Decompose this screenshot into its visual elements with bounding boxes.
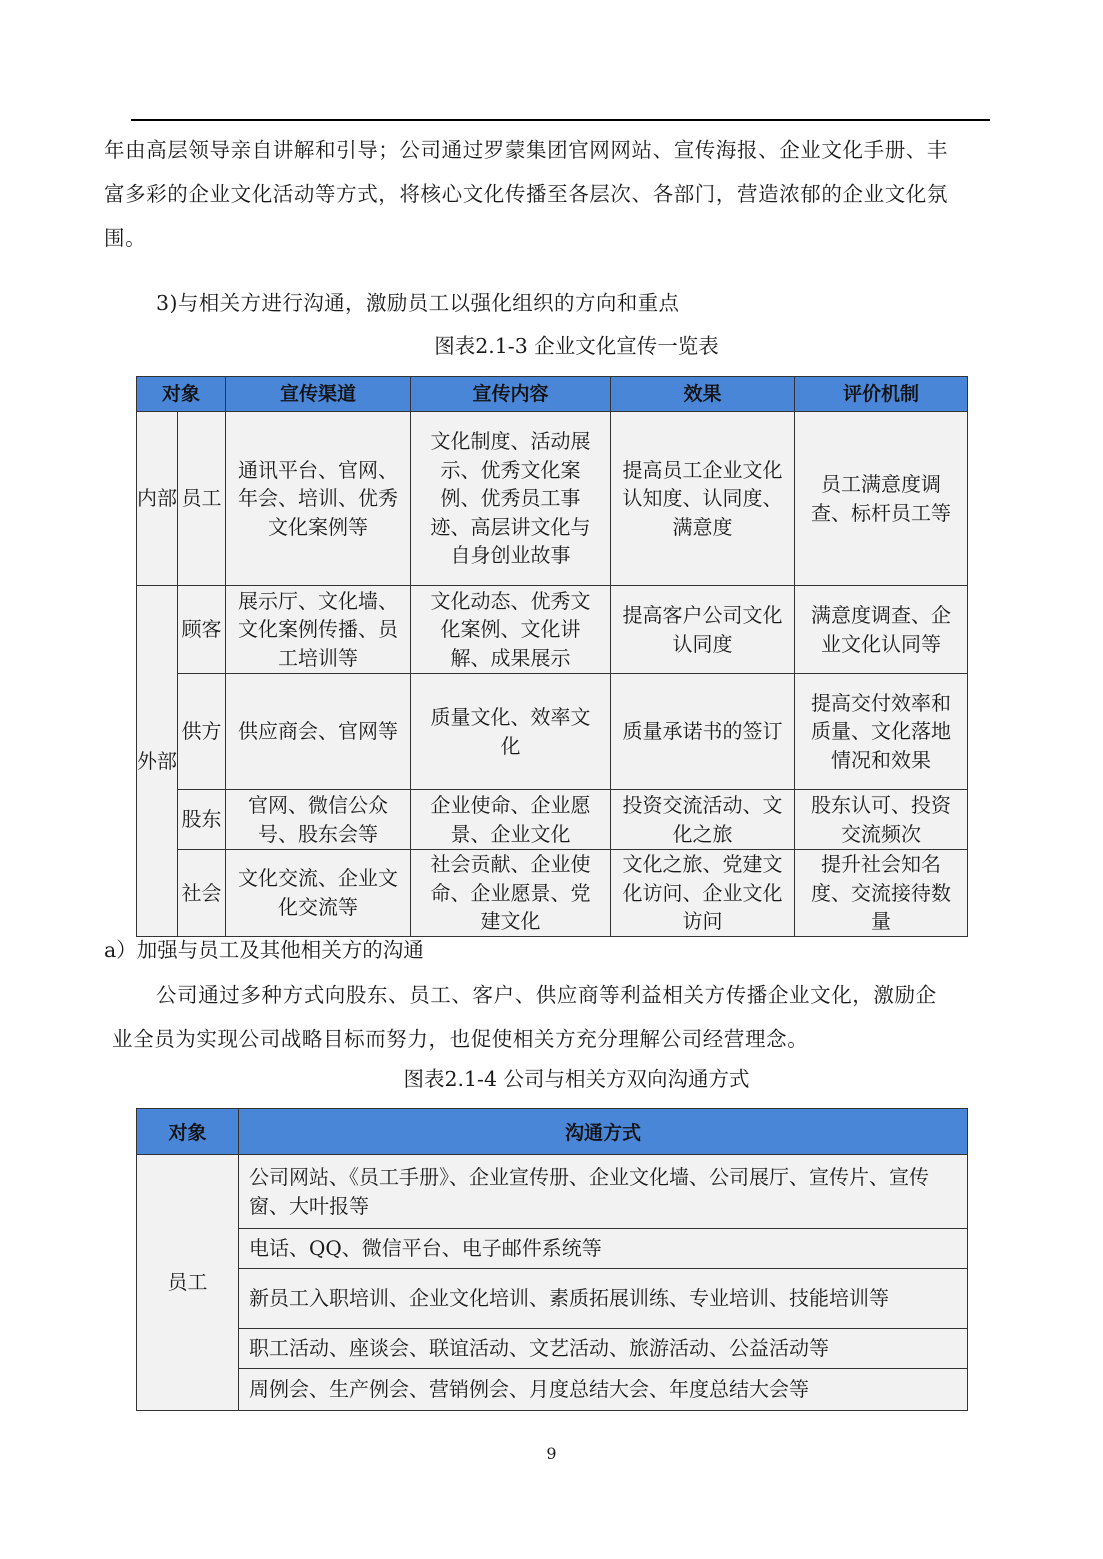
table-row (137, 1369, 968, 1411)
method-cell: 新员工入职培训、企业文化培训、素质拓展训练、专业培训、技能培训等 (239, 1269, 968, 1329)
table1-caption: 图表2.1-3 企业文化宣传一览表 (434, 334, 719, 358)
table-row (137, 1155, 968, 1229)
row-channel: 文化交流、企业文化交流等 (226, 850, 411, 937)
table-row (137, 586, 968, 674)
method-cell: 周例会、生产例会、营销例会、月度总结大会、年度总结大会等 (239, 1369, 968, 1411)
row-evaluation: 员工满意度调查、标杆员工等 (795, 412, 968, 586)
section-heading: 3)与相关方进行沟通，激励员工以强化组织的方向和重点 (156, 291, 680, 315)
culture-promotion-table (136, 376, 968, 937)
group-internal: 内部 (137, 412, 178, 586)
method-cell: 公司网站、《员工手册》、企业宣传册、企业文化墙、公司展厅、宣传片、宣传窗、大叶报等 (239, 1155, 968, 1229)
row-evaluation: 股东认可、投资交流频次 (795, 790, 968, 850)
header-effect: 效果 (611, 377, 795, 412)
row-content: 企业使命、企业愿景、企业文化 (411, 790, 611, 850)
header-channel: 宣传渠道 (226, 377, 411, 412)
header-rule (131, 119, 990, 121)
table-row (137, 412, 968, 586)
page-number: 9 (546, 1444, 557, 1463)
row-target: 员工 (178, 412, 226, 586)
header-evaluation: 评价机制 (795, 377, 968, 412)
method-cell: 职工活动、座谈会、联谊活动、文艺活动、旅游活动、公益活动等 (239, 1329, 968, 1369)
row-content: 社会贡献、企业使命、企业愿景、党建文化 (411, 850, 611, 937)
paragraph-2 (104, 973, 1014, 1061)
table-header-row (137, 377, 968, 412)
communication-methods-table (136, 1108, 968, 1411)
row-effect: 文化之旅、党建文化访问、企业文化访问 (611, 850, 795, 937)
table2-caption: 图表2.1-4 公司与相关方双向沟通方式 (403, 1067, 750, 1091)
intro-paragraph (104, 128, 1004, 260)
group-external: 外部 (137, 586, 178, 937)
subsection-label: a）加强与员工及其他相关方的沟通 (104, 938, 424, 962)
intro-line-1: 年由高层领导亲自讲解和引导；公司通过罗蒙集团官网网站、宣传海报、企业文化手册、丰 (104, 138, 948, 162)
paragraph-2-line-1: 公司通过多种方式向股东、员工、客户、供应商等利益相关方传播企业文化，激励企 (156, 983, 937, 1007)
paragraph-2-line-2: 业全员为实现公司战略目标而努力，也促使相关方充分理解公司经营理念。 (112, 1027, 809, 1051)
header-target: 对象 (137, 377, 226, 412)
row-channel: 官网、微信公众号、股东会等 (226, 790, 411, 850)
row-content: 文化动态、优秀文化案例、文化讲解、成果展示 (411, 586, 611, 674)
table-row (137, 1329, 968, 1369)
table-row (137, 850, 968, 937)
row-evaluation: 提高交付效率和质量、文化落地情况和效果 (795, 674, 968, 790)
method-cell: 电话、QQ、微信平台、电子邮件系统等 (239, 1229, 968, 1269)
row-target: 顾客 (178, 586, 226, 674)
header-content: 宣传内容 (411, 377, 611, 412)
row-target: 供方 (178, 674, 226, 790)
table-row (137, 1229, 968, 1269)
table-header-row (137, 1109, 968, 1155)
row-channel: 展示厅、文化墙、文化案例传播、员工培训等 (226, 586, 411, 674)
row-channel: 通讯平台、官网、年会、培训、优秀文化案例等 (226, 412, 411, 586)
table-row (137, 1269, 968, 1329)
header-target: 对象 (137, 1109, 239, 1155)
row-effect: 质量承诺书的签订 (611, 674, 795, 790)
row-content: 文化制度、活动展示、优秀文化案例、优秀员工事迹、高层讲文化与自身创业故事 (411, 412, 611, 586)
row-target: 社会 (178, 850, 226, 937)
row-evaluation: 满意度调查、企业文化认同等 (795, 586, 968, 674)
row-target: 股东 (178, 790, 226, 850)
table-row (137, 674, 968, 790)
intro-line-2: 富多彩的企业文化活动等方式，将核心文化传播至各层次、各部门，营造浓郁的企业文化氛 (104, 182, 948, 206)
row-effect: 提高员工企业文化认知度、认同度、满意度 (611, 412, 795, 586)
row-evaluation: 提升社会知名度、交流接待数量 (795, 850, 968, 937)
row-content: 质量文化、效率文化 (411, 674, 611, 790)
header-method: 沟通方式 (239, 1109, 968, 1155)
row-effect: 投资交流活动、文化之旅 (611, 790, 795, 850)
row-effect: 提高客户公司文化认同度 (611, 586, 795, 674)
row-channel: 供应商会、官网等 (226, 674, 411, 790)
table-row (137, 790, 968, 850)
intro-line-3: 围。 (104, 226, 147, 250)
row-target: 员工 (137, 1155, 239, 1411)
